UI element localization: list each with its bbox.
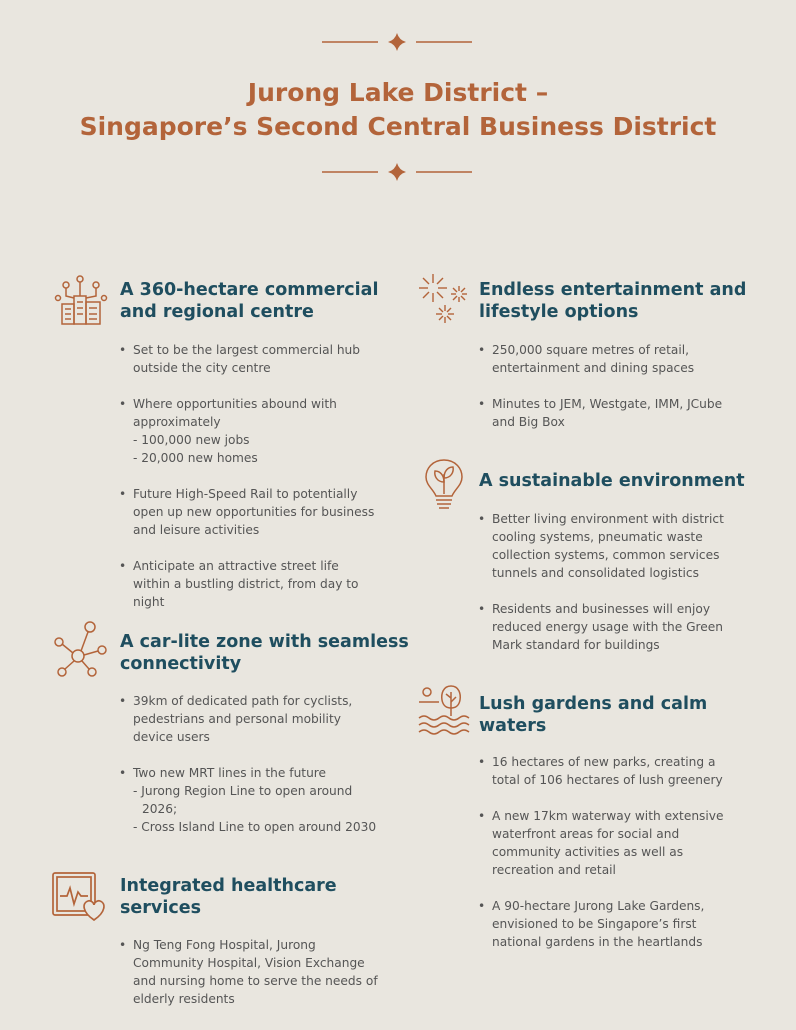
list-item [478, 753, 738, 789]
city-buildings-icon [52, 272, 110, 330]
list-sub-item: - Jurong Region Line to open around 2026; [133, 784, 353, 816]
list-item [478, 897, 738, 951]
section-healthcare-heading: Integrated healthcare services [120, 876, 337, 918]
section-sustainable-list [478, 510, 738, 672]
list-item-text: 250,000 square metres of retail, entertainment and dining spaces [492, 343, 695, 375]
section-sustainable-heading: A sustainable environment [479, 471, 745, 491]
heart-monitor-icon [52, 870, 110, 928]
section-entertainment-list [478, 341, 738, 449]
bottom-ornament-divider [0, 162, 796, 182]
list-item-text: Better living environment with district cooling systems, pneumatic waste collection systems, common services tunnels and consolidated logistics [492, 512, 724, 580]
list-item-text: Anticipate an attractive street life within a bustling district, from day to night [133, 559, 359, 609]
list-item-text: Minutes to JEM, Westgate, IMM, JCube and Big Box [492, 397, 723, 429]
list-sub-item: - 100,000 new jobs [133, 433, 250, 447]
section-gardens-list [478, 753, 738, 969]
page-title [0, 76, 796, 144]
list-item [119, 692, 379, 746]
list-item [478, 510, 738, 582]
tree-waves-icon [417, 684, 475, 742]
section-healthcare-list [119, 936, 379, 1026]
list-item-text: Two new MRT lines in the future [133, 766, 327, 780]
title-line-2: Singapore’s Second Central Business District [79, 112, 717, 141]
list-sub-item: - Cross Island Line to open around 2030 [133, 820, 377, 834]
section-carlite-heading: A car-lite zone with seamless connectivity [120, 632, 409, 674]
section-entertainment-heading: Endless entertainment and lifestyle options [479, 280, 747, 322]
list-item-text: Where opportunities abound with approximately [133, 397, 337, 429]
list-item [478, 807, 738, 879]
section-commercial-list [119, 341, 379, 629]
list-item-text: Ng Teng Fong Hospital, Jurong Community Hospital, Vision Exchange and nursing home to serve the needs of elderly residents [133, 938, 378, 1006]
list-item-text: A 90-hectare Jurong Lake Gardens, envisioned to be Singapore’s first national gardens in the heartlands [492, 899, 705, 949]
top-ornament-divider [0, 32, 796, 52]
list-sub-item: - 20,000 new homes [133, 451, 258, 465]
list-item [119, 936, 379, 1008]
section-commercial-heading: A 360-hectare commercial and regional centre [120, 280, 379, 322]
list-item [119, 764, 379, 836]
list-item [119, 341, 379, 377]
list-item [119, 485, 379, 539]
list-item [119, 557, 379, 611]
list-item [119, 395, 379, 467]
section-gardens-heading: Lush gardens and calm waters [479, 694, 708, 736]
network-hub-icon [52, 620, 110, 678]
title-line-1: Jurong Lake District – [247, 78, 549, 107]
list-item-text: A new 17km waterway with extensive waterfront areas for social and community activities as well as recreation and retail [492, 809, 724, 877]
section-carlite-list [119, 692, 379, 854]
list-item-text: Residents and businesses will enjoy reduced energy usage with the Green Mark standard for buildings [492, 602, 724, 652]
list-item [478, 395, 738, 431]
lightbulb-leaf-icon [417, 456, 475, 514]
list-item-text: Future High-Speed Rail to potentially open up new opportunities for business and leisure activities [133, 487, 375, 537]
list-item [478, 341, 738, 377]
list-item [478, 600, 738, 654]
list-item-text: 16 hectares of new parks, creating a total of 106 hectares of lush greenery [492, 755, 723, 787]
list-item-text: Set to be the largest commercial hub outside the city centre [133, 343, 361, 375]
fireworks-icon [417, 272, 475, 330]
list-item-text: 39km of dedicated path for cyclists, pedestrians and personal mobility device users [133, 694, 353, 744]
